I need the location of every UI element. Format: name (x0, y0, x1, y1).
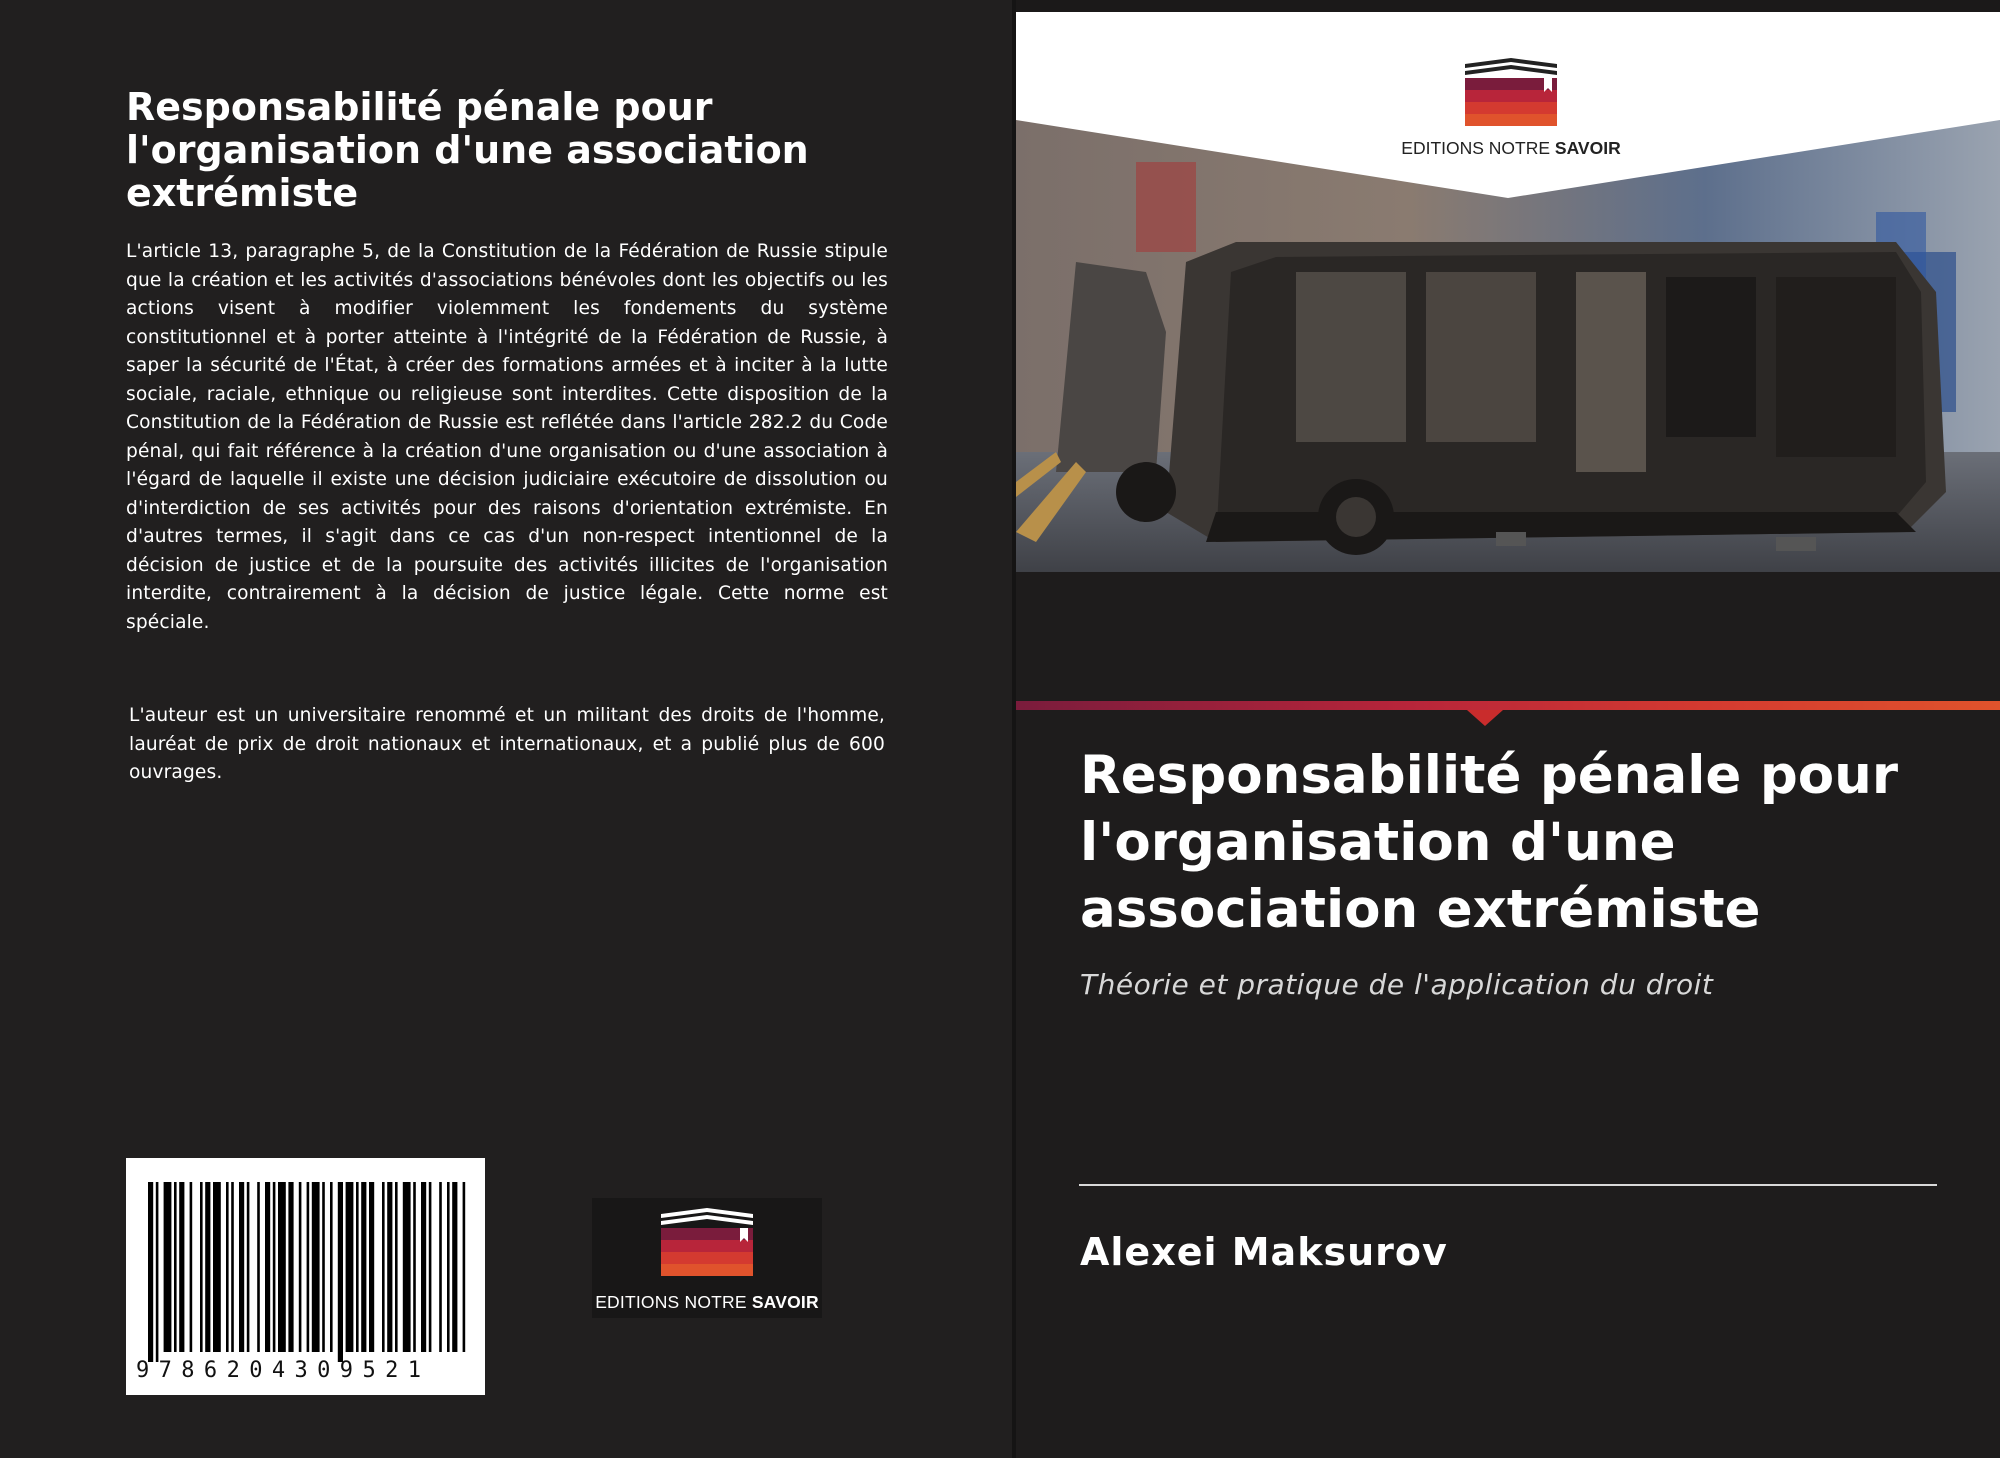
divider (1079, 1184, 1937, 1186)
barcode-bar (231, 1182, 234, 1352)
barcode-bar (346, 1182, 354, 1352)
barcode-bar (190, 1182, 193, 1352)
barcode-bar (288, 1182, 293, 1352)
barcode-bar (299, 1182, 302, 1352)
author-bio: L'auteur est un universitaire renommé et un militant des droits de l'homme, lauréat de prix de droit nationaux et internationaux, et a publié plus de 600 ouvrages. (129, 705, 885, 783)
barcode-bar (148, 1182, 153, 1362)
front-cover-subtitle: Théorie et pratique de l'application du droit (1080, 968, 1714, 1001)
barcode-bar (174, 1182, 177, 1352)
barcode-bar (403, 1182, 411, 1352)
barcode-bar (338, 1182, 343, 1362)
barcode-bar (421, 1182, 426, 1352)
barcode-bar (356, 1182, 359, 1352)
barcode-bar (322, 1182, 325, 1352)
back-cover-title: Responsabilité pénale pour l'organisation d'une association extrémiste (126, 85, 809, 215)
barcode-bar (413, 1182, 416, 1352)
barcode-bar (200, 1182, 203, 1352)
barcode-bar (452, 1182, 457, 1352)
cover-photo (1016, 12, 2000, 572)
barcode-bar (156, 1182, 159, 1362)
barcode-bar (395, 1182, 398, 1352)
barcode-bar (278, 1182, 286, 1352)
barcode-bar (273, 1182, 276, 1352)
front-cover-title: Responsabilité pénale pour l'organisation d'une association extrémiste (1080, 745, 1899, 940)
barcode-bar (429, 1182, 432, 1352)
barcode-bar (226, 1182, 229, 1352)
barcode (126, 1158, 485, 1395)
barcode-bar (330, 1182, 333, 1352)
barcode-bar (369, 1182, 374, 1352)
barcode-bar (257, 1182, 260, 1352)
barcode-bar (361, 1182, 366, 1352)
book-stack-logo-icon (592, 1198, 822, 1288)
front-cover (1016, 12, 2000, 1458)
barcode-bar (239, 1182, 244, 1352)
publisher-name: EDITIONS NOTRE SAVOIR (1401, 138, 1621, 158)
barcode-bar (312, 1182, 320, 1352)
publisher-logo-back (592, 1198, 822, 1318)
accent-triangle (1467, 710, 1503, 726)
isbn-digits: 9786204309521 (136, 1358, 431, 1383)
barcode-bar (382, 1182, 385, 1352)
barcode-bar (307, 1182, 310, 1352)
barcode-bar (179, 1182, 184, 1352)
barcode-bar (213, 1182, 221, 1352)
barcode-bar (247, 1182, 250, 1352)
publisher-name: EDITIONS NOTRE SAVOIR (595, 1292, 819, 1312)
barcode-bar (463, 1182, 466, 1352)
barcode-bar (265, 1182, 270, 1352)
barcode-bar (387, 1182, 392, 1352)
barcode-bar (205, 1182, 210, 1352)
burnt-van-photo (1016, 12, 2000, 572)
barcode-bar (447, 1182, 450, 1352)
author-name: Alexei Maksurov (1080, 1230, 1448, 1274)
back-cover-description: L'article 13, paragraphe 5, de la Constitution de la Fédération de Russie stipule que la création et les activités d'associations bénévoles dont les objectifs ou les actions visent à modifier violemment les fondements du système constitutionnel et à porter atteinte à l'intégrité de la Fédération de Russie, à saper la sécurité de l'État, à créer des formations armées et à inciter à la lutte sociale, raciale, ethnique ou religieuse sont interdites. Cette disposition de la Constitution de la Fédération de Russie est reflétée dans l'article 282.2 du Code pénal, qui fait référence à la création d'une organisation ou d'une association à l'égard de laquelle il existe une décision judiciaire exécutoire de dissolution ou d'interdiction de ses activités pour des raisons d'orientation extrémiste. En d'autres termes, il s'agit dans ce cas d'un non-respect intentionnel de la décision de justice et de la poursuite des activités illicites de l'organisation interdite, contrairement à la décision de justice légale. Cette norme est spéciale. (126, 241, 888, 633)
accent-bar (1016, 701, 2000, 710)
barcode-bar (439, 1182, 442, 1352)
barcode-bar (164, 1182, 172, 1352)
